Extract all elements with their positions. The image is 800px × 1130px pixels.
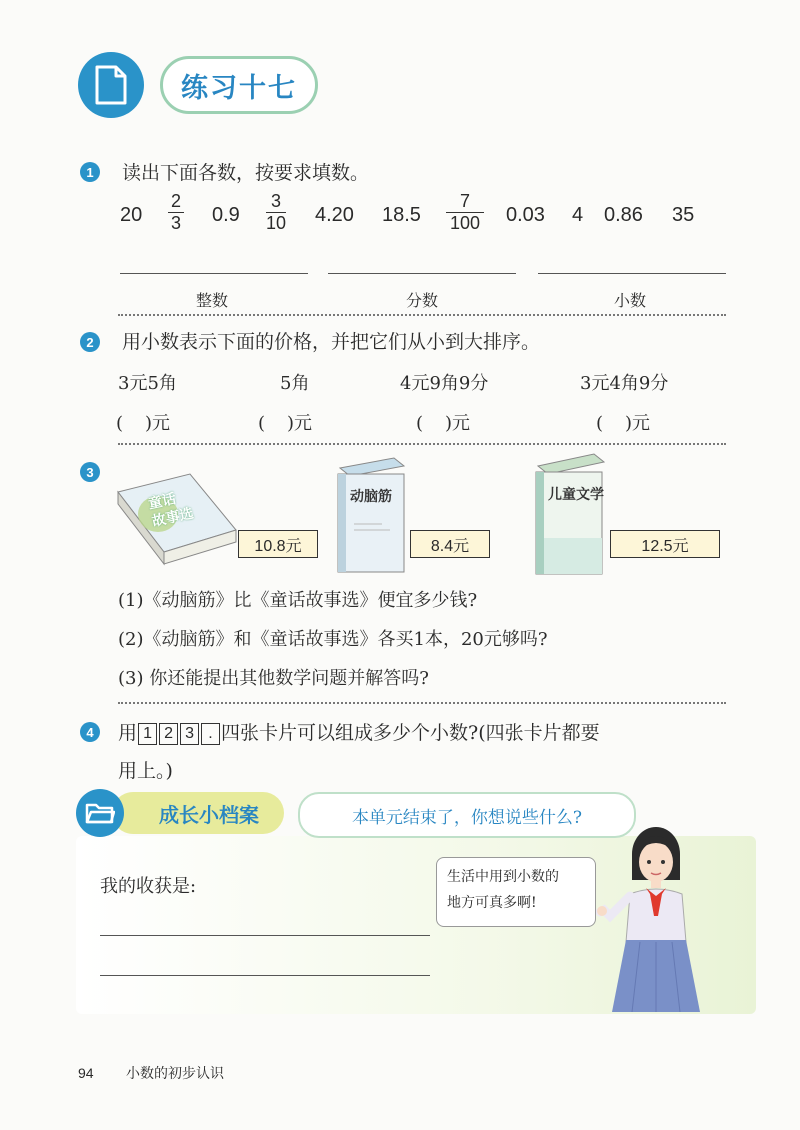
- question-number-1: 1: [80, 162, 100, 182]
- fraction-denominator: 10: [266, 213, 287, 233]
- question-4-body: 四张卡片可以组成多少个小数?(四张卡片都要: [221, 722, 600, 744]
- chapter-title: 小数的初步认识: [126, 1066, 224, 1082]
- question-number-3: 3: [80, 462, 100, 482]
- price-tag: 10.8元: [238, 530, 318, 558]
- number-card-1: 1: [138, 723, 157, 745]
- question-number-4: 4: [80, 722, 100, 742]
- number-card-2: 2: [159, 723, 178, 745]
- writing-line[interactable]: [100, 975, 430, 976]
- number-item: 0.9: [212, 204, 240, 226]
- question-4-text: [118, 718, 600, 745]
- question-1-text: 读出下面各数，按要求填数。: [122, 162, 370, 184]
- question-number-2: 2: [80, 332, 100, 352]
- speech-bubble-line: 地方可真多啊!: [447, 895, 537, 911]
- fraction-item: [266, 192, 286, 233]
- number-item: 18.5: [382, 204, 421, 226]
- girl-illustration: [596, 818, 716, 1014]
- folder-icon: [85, 801, 115, 825]
- price-tag: 12.5元: [610, 530, 720, 558]
- question-4-prefix: 用: [118, 722, 138, 744]
- paren-open: (: [416, 413, 424, 434]
- sub-question-3: (3) 你还能提出其他数学问题并解答吗?: [118, 668, 429, 689]
- reflection-prompt: 本单元结束了，你想说些什么?: [298, 792, 636, 838]
- number-list: [120, 190, 720, 240]
- number-item: 0.03: [506, 204, 545, 226]
- question-2-text: 用小数表示下面的价格，并把它们从小到大排序。: [122, 331, 541, 353]
- speech-bubble-line: 生活中用到小数的: [447, 869, 559, 885]
- number-item: 0.86: [604, 204, 643, 226]
- writing-line[interactable]: [100, 935, 430, 936]
- price-item: 5角: [280, 373, 310, 394]
- paren-close-unit: )元: [625, 413, 651, 434]
- paren-open: (: [596, 413, 604, 434]
- price-item: 3元4角9分: [580, 373, 669, 394]
- answer-blank-1[interactable]: [116, 409, 170, 435]
- paren-open: (: [116, 413, 124, 434]
- answer-blank-4[interactable]: [596, 409, 650, 435]
- answer-line-integers[interactable]: [120, 273, 308, 274]
- sub-question-2: (2)《动脑筋》和《童话故事选》各买1本，20元够吗?: [118, 629, 548, 650]
- paren-close-unit: )元: [145, 413, 171, 434]
- fraction-item: [446, 192, 484, 233]
- answer-line-decimals[interactable]: [538, 273, 726, 274]
- fraction-denominator: 3: [170, 213, 181, 233]
- category-label-integers: 整数: [196, 291, 229, 310]
- speech-bubble: [436, 857, 596, 927]
- book-brain-teaser-title: 动脑筋: [350, 489, 392, 505]
- category-label-decimals: 小数: [614, 291, 647, 310]
- price-item: 3元5角: [118, 373, 177, 394]
- gain-label: 我的收获是:: [100, 876, 197, 897]
- number-item: 35: [672, 204, 695, 226]
- growth-file-title: [112, 792, 284, 834]
- fraction-numerator: 7: [459, 191, 470, 211]
- paren-close-unit: )元: [445, 413, 471, 434]
- number-item: 4.20: [315, 204, 354, 226]
- section-divider: [118, 443, 726, 445]
- number-card-3: 3: [180, 723, 199, 745]
- fraction-numerator: 3: [271, 191, 282, 211]
- book-childrens-literature-title: 儿童文学: [548, 487, 604, 503]
- exercise-icon-badge: [78, 52, 144, 118]
- book-title-line: 童话: [146, 490, 178, 513]
- folder-icon-badge: [76, 789, 124, 837]
- fraction-denominator: 100: [449, 213, 481, 233]
- book-brain-teaser-image: [332, 454, 412, 574]
- book-childrens-literature-image: [532, 452, 612, 576]
- sub-question-1: (1)《动脑筋》比《童话故事选》便宜多少钱?: [118, 590, 478, 611]
- section-divider: [118, 314, 726, 316]
- answer-blank-2[interactable]: [258, 409, 312, 435]
- fraction-item: [168, 192, 184, 233]
- category-label-fractions: 分数: [406, 291, 439, 310]
- number-item: 4: [572, 204, 584, 226]
- paren-close-unit: )元: [287, 413, 313, 434]
- answer-blank-3[interactable]: [416, 409, 470, 435]
- paren-open: (: [258, 413, 266, 434]
- page-title: 练习十七: [160, 56, 318, 114]
- page-number: 94: [78, 1065, 94, 1081]
- section-divider: [118, 702, 726, 704]
- number-item: 20: [120, 204, 143, 226]
- answer-line-fractions[interactable]: [328, 273, 516, 274]
- price-tag: 8.4元: [410, 530, 490, 558]
- question-4-text-line2: 用上。): [118, 760, 173, 782]
- growth-file-title-text: 成长小档案: [159, 802, 259, 827]
- price-item: 4元9角9分: [400, 373, 489, 394]
- decimal-point-card: .: [201, 723, 220, 745]
- book-title-line: 故事选: [150, 505, 196, 530]
- document-icon: [94, 65, 128, 105]
- fraction-numerator: 2: [170, 191, 181, 211]
